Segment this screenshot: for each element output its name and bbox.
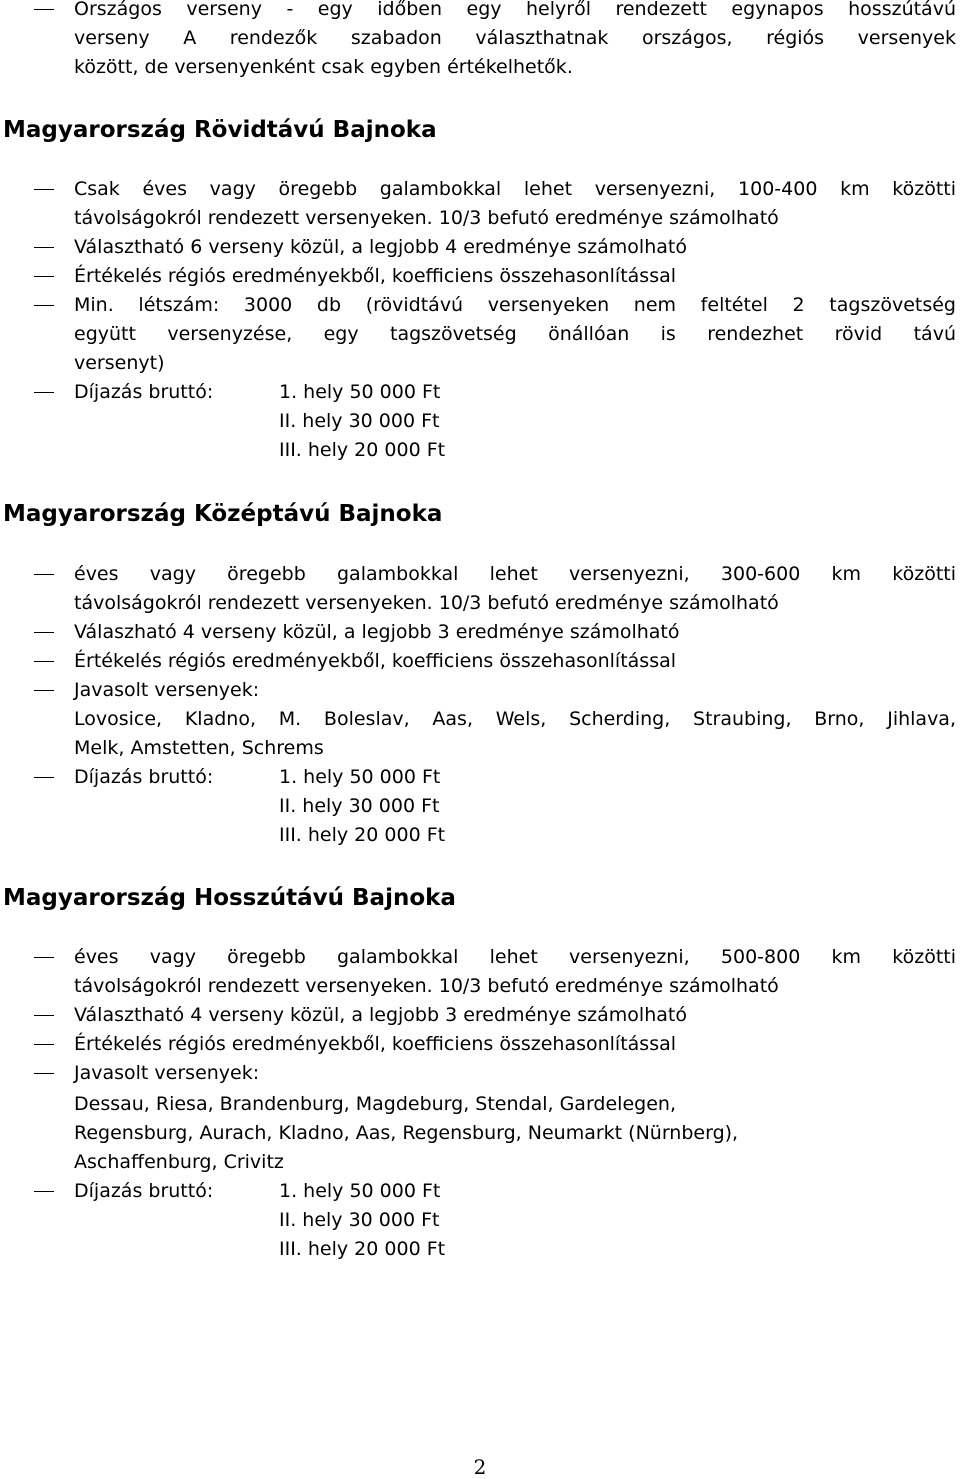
middle-item	[0, 676, 960, 705]
short-item-text: versenyt)	[74, 352, 165, 374]
short-item	[0, 204, 960, 233]
page-number: 2	[473, 1455, 487, 1479]
prize-first: 1. hely 50 000 Ft	[279, 766, 441, 788]
short-item-text: Értékelés régiós eredményekből, koefficiens összehasonlítással	[74, 265, 677, 287]
prize-third: III. hely 20 000 Ft	[279, 1238, 446, 1260]
dash-bullet	[34, 632, 54, 633]
long-item	[0, 1059, 960, 1088]
dash-bullet	[34, 189, 54, 190]
dash-bullet	[34, 276, 54, 277]
dash-bullet	[34, 1191, 54, 1192]
dash-bullet	[34, 247, 54, 248]
middle-item-text: Válaszható 4 verseny közül, a legjobb 3 eredménye számolható	[74, 621, 680, 643]
middle-item	[0, 647, 960, 676]
long-races-text: Aschaffenburg, Crivitz	[74, 1151, 284, 1173]
dash-bullet	[34, 957, 54, 958]
middle-item	[0, 560, 960, 589]
long-item	[0, 1030, 960, 1059]
long-title: Magyarország Hosszútávú Bajnoka	[3, 885, 456, 911]
middle-item-text: távolságokról rendezett versenyeken. 10/3 befutó eredménye számolható	[74, 592, 779, 614]
prize-first: 1. hely 50 000 Ft	[279, 1180, 441, 1202]
dash-bullet	[34, 305, 54, 306]
prize-third: III. hely 20 000 Ft	[279, 439, 446, 461]
intro-line	[0, 53, 960, 82]
long-item	[0, 1090, 960, 1119]
prize-second: II. hely 30 000 Ft	[279, 795, 440, 817]
dash-bullet	[34, 9, 54, 10]
short-prize-row	[0, 436, 960, 465]
short-item	[0, 349, 960, 378]
middle-item	[0, 618, 960, 647]
middle-prize-row	[0, 763, 960, 792]
middle-item	[0, 589, 960, 618]
short-item-text: együtt versenyzése, egy tagszövetség önállóan is rendezhet rövid távú	[74, 323, 956, 345]
dash-bullet	[34, 1073, 54, 1074]
middle-item-text: Javasolt versenyek:	[74, 679, 260, 701]
middle-item	[0, 705, 960, 734]
short-item	[0, 262, 960, 291]
prize-third: III. hely 20 000 Ft	[279, 824, 446, 846]
middle-item-text: éves vagy öregebb galambokkal lehet versenyezni, 300-600 km közötti	[74, 563, 956, 585]
long-prize-row	[0, 1206, 960, 1235]
long-item	[0, 1148, 960, 1177]
dash-bullet	[34, 574, 54, 575]
intro-text: verseny A rendezők szabadon választhatnak országos, régiós versenyek	[74, 27, 956, 49]
middle-races-text: Lovosice, Kladno, M. Boleslav, Aas, Wels, Scherding, Straubing, Brno, Jihlava,	[74, 708, 956, 730]
long-prize-row	[0, 1177, 960, 1206]
intro-line	[0, 24, 960, 53]
middle-prize-row	[0, 792, 960, 821]
prize-second: II. hely 30 000 Ft	[279, 1209, 440, 1231]
middle-item-text: Értékelés régiós eredményekből, koefficiens összehasonlítással	[74, 650, 677, 672]
long-item	[0, 943, 960, 972]
intro-text: Országos verseny - egy időben egy helyről rendezett egynapos hosszútávú	[74, 0, 956, 20]
dash-bullet	[34, 777, 54, 778]
intro-line	[0, 0, 960, 24]
prize-second: II. hely 30 000 Ft	[279, 410, 440, 432]
long-races-text: Dessau, Riesa, Brandenburg, Magdeburg, Stendal, Gardelegen,	[74, 1093, 676, 1115]
middle-races-text: Melk, Amstetten, Schrems	[74, 737, 324, 759]
middle-title: Magyarország Középtávú Bajnoka	[3, 501, 443, 527]
middle-item	[0, 734, 960, 763]
short-item-text: Min. létszám: 3000 db (rövidtávú versenyeken nem feltétel 2 tagszövetség	[74, 294, 956, 316]
long-item-text: Választható 4 verseny közül, a legjobb 3 eredménye számolható	[74, 1004, 687, 1026]
long-item-text: éves vagy öregebb galambokkal lehet versenyezni, 500-800 km közötti	[74, 946, 956, 968]
short-item	[0, 320, 960, 349]
dash-bullet	[34, 1015, 54, 1016]
long-item	[0, 1119, 960, 1148]
short-prize-row	[0, 407, 960, 436]
short-item	[0, 291, 960, 320]
prize-first: 1. hely 50 000 Ft	[279, 381, 441, 403]
long-item-text: Értékelés régiós eredményekből, koefficiens összehasonlítással	[74, 1033, 677, 1055]
dash-bullet	[34, 661, 54, 662]
dash-bullet	[34, 392, 54, 393]
intro-text: között, de versenyenként csak egyben értékelhetők.	[74, 56, 573, 78]
long-item	[0, 972, 960, 1001]
short-prize-row	[0, 378, 960, 407]
prize-label: Díjazás bruttó:	[74, 1180, 214, 1202]
prize-label: Díjazás bruttó:	[74, 766, 214, 788]
short-item-text: Csak éves vagy öregebb galambokkal lehet versenyezni, 100-400 km közötti	[74, 178, 956, 200]
dash-bullet	[34, 1044, 54, 1045]
long-item	[0, 1001, 960, 1030]
short-item	[0, 233, 960, 262]
short-item	[0, 175, 960, 204]
prize-label: Díjazás bruttó:	[74, 381, 214, 403]
long-races-text: Regensburg, Aurach, Kladno, Aas, Regensburg, Neumarkt (Nürnberg),	[74, 1122, 739, 1144]
short-item-text: Választható 6 verseny közül, a legjobb 4 eredménye számolható	[74, 236, 687, 258]
middle-prize-row	[0, 821, 960, 850]
long-prize-row	[0, 1235, 960, 1264]
short-item-text: távolságokról rendezett versenyeken. 10/3 befutó eredménye számolható	[74, 207, 779, 229]
dash-bullet	[34, 690, 54, 691]
short-title: Magyarország Rövidtávú Bajnoka	[3, 117, 437, 143]
long-item-text: távolságokról rendezett versenyeken. 10/3 befutó eredménye számolható	[74, 975, 779, 997]
long-item-text: Javasolt versenyek:	[74, 1062, 260, 1084]
